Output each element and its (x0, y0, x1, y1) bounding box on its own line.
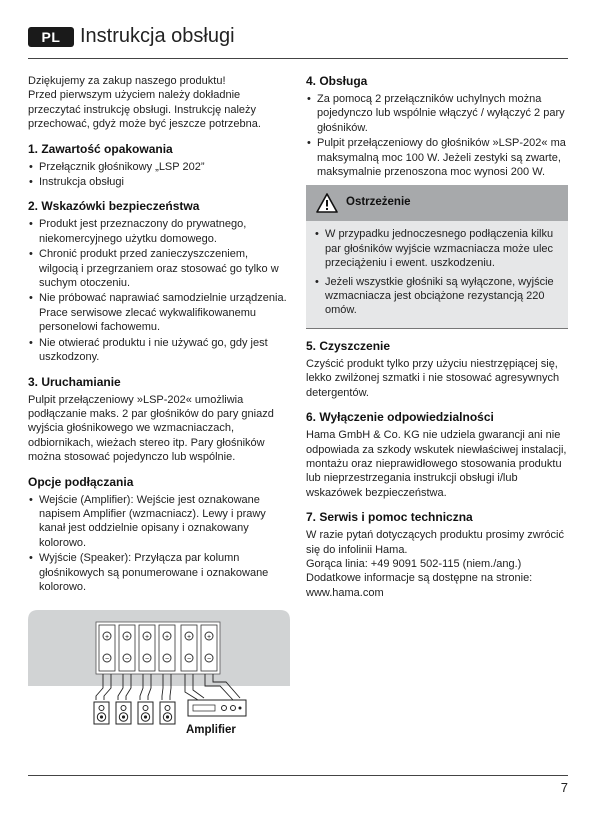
intro-read-manual: Przed pierwszym użyciem należy dokładnie przeczytać instrukcję obsługi. Instrukcję należy przechować, gdyż może być jeszcze potrzebna. (28, 89, 261, 131)
terminal-block (119, 625, 135, 671)
support-hotline: Gorąca linia: +49 9091 502-115 (niem./ang.) (306, 557, 522, 570)
section-title-operation: 4. Obsługa (306, 74, 368, 88)
svg-text:−: − (164, 656, 170, 663)
amplifier-label: Amplifier (186, 724, 236, 736)
bullet-dot: • (29, 176, 33, 189)
terminal-block (139, 625, 155, 671)
svg-text:−: − (124, 656, 130, 663)
amplifier-icon (188, 700, 246, 716)
terminal-block (99, 625, 115, 671)
support-website: Dodatkowe informacje są dostępne na stronie: www.hama.com (306, 572, 533, 599)
operation-list (306, 92, 568, 179)
speaker-icon (94, 702, 109, 724)
contents-list (28, 160, 290, 190)
warning-body (306, 221, 568, 328)
speaker-icon (160, 702, 175, 724)
bullet-dot: • (29, 160, 33, 173)
page-header (28, 25, 568, 57)
header-divider (28, 58, 568, 59)
bullet-dot: • (315, 275, 319, 288)
svg-text:−: − (186, 656, 192, 663)
list-item: • Wyjście (Speaker): Przyłącza par kolumn głośnikowych są ponumerowane i oznakowane kolorowo. (29, 552, 269, 593)
bullet-dot: • (29, 336, 33, 349)
svg-text:+: + (104, 634, 110, 641)
terminal-block (159, 625, 175, 671)
connections-list (28, 493, 290, 595)
bullet-dot: • (307, 137, 311, 150)
support-text: W razie pytań dotyczących produktu prosimy zwrócić się do infolinii Hama. (306, 529, 564, 556)
svg-text:+: + (206, 634, 212, 641)
language-badge: PL (28, 27, 74, 47)
terminal-block (201, 625, 217, 671)
bullet-dot: • (29, 292, 33, 305)
svg-text:+: + (164, 634, 170, 641)
speaker-row (94, 702, 175, 724)
cleaning-text: Czyścić produkt tylko przy użyciu niestrzępiącej się, lekko zwilżonej szmatki i nie stosować agresywnych detergentów. (306, 357, 560, 399)
list-item: • Nie próbować naprawiać samodzielnie urządzenia. Prace serwisowe zlecać wykwalifikowanemu personelowi fachowemu. (29, 292, 287, 334)
section-title-connections: Opcje podłączania (28, 474, 134, 489)
list-item: • Instrukcja obsługi (29, 176, 124, 189)
right-column (306, 74, 568, 606)
list-item: • Przełącznik głośnikowy „LSP 202” (29, 160, 205, 173)
svg-text:+: + (186, 634, 192, 641)
bullet-dot: • (307, 93, 311, 105)
section-title-startup: 3. Uruchamianie (28, 374, 121, 389)
section-title-cleaning: 5. Czyszczenie (306, 338, 391, 353)
list-item: • Nie otwierać produktu i nie używać go, gdy jest uszkodzony. (29, 336, 268, 364)
bullet-dot: • (29, 552, 33, 565)
list-item: • Wejście (Amplifier): Wejście jest oznakowane napisem Amplifier (wzmacniacz). Lewy i prawy kanał jest oddzielnie opisany i oznakowany kolorowo. (29, 493, 266, 549)
page-number: 7 (560, 780, 568, 795)
page-title: Instrukcja obsługi (80, 25, 235, 47)
warning-title: Ostrzeżenie (346, 196, 411, 209)
svg-text:−: − (206, 656, 212, 663)
section-title-disclaimer: 6. Wyłączenie odpowiedzialności (306, 410, 494, 425)
terminal-block (181, 625, 197, 671)
bullet-dot: • (29, 493, 33, 506)
terminal-strip (96, 622, 220, 674)
list-item: • Pulpit przełączeniowy do głośników »LSP-202« ma maksymalną moc 100 W. Jeżeli zestyki są zwarte, maksymalnie przenoszona moc wynosi 200 W. (307, 137, 566, 179)
bullet-dot: • (315, 228, 319, 241)
section-title-safety: 2. Wskazówki bezpieczeństwa (28, 199, 200, 214)
svg-text:+: + (124, 634, 130, 641)
intro-thanks: Dziękujemy za zakup naszego produktu! (28, 75, 226, 87)
list-item: • Jeżeli wszystkie głośniki są wyłączone, wyjście wzmacniacza jest obciążone rezystancją 220 omów. (315, 275, 554, 317)
warning-header (306, 185, 568, 221)
footer-divider (28, 775, 568, 776)
section-title-support: 7. Serwis i pomoc techniczna (306, 510, 473, 525)
speaker-icon (116, 702, 131, 724)
warning-list (314, 227, 560, 317)
svg-text:+: + (144, 634, 150, 641)
left-column (28, 74, 290, 595)
startup-text: Pulpit przełączeniowy »LSP-202« umożliwia podłączanie maks. 2 par głośników do pary gniazd wyjścia głośnikowego we wzmacniaczach, odbiornikach, wieżach stereo itp. Pary głośników można stosować pojedynczo lub wspólnie. (28, 393, 274, 464)
bullet-dot: • (29, 218, 33, 231)
list-item: • Produkt jest przeznaczony do prywatnego, niekomercyjnego użytku domowego. (29, 218, 247, 245)
svg-text:−: − (144, 656, 150, 663)
list-item: • Za pomocą 2 przełączników uchylnych można pojedynczo lub wspólnie włączyć / wyłączyć 2 pary głośników. (307, 93, 565, 134)
list-item: • W przypadku jednoczesnego podłączenia kilku par głośników wyjście wzmacniacza może ulec przeciążeniu i ewent. uszkodzeniu. (315, 228, 554, 270)
svg-text:−: − (104, 656, 110, 663)
safety-list (28, 217, 290, 364)
bullet-dot: • (29, 248, 33, 261)
section-title-contents: 1. Zawartość opakowania (28, 141, 173, 156)
warning-triangle-icon (316, 193, 338, 213)
speaker-icon (138, 702, 153, 724)
list-item: • Chronić produkt przed zanieczyszczeniem, wilgocią i przegrzaniem oraz stosować go tylko w suchym otoczeniu. (29, 248, 279, 290)
connection-diagram (28, 606, 290, 738)
disclaimer-text: Hama GmbH & Co. KG nie udziela gwarancji ani nie odpowiada za szkody wskutek niewłaściwej instalacji, montażu oraz nieprawidłowego stosowania produktu lub nieprzestrzegania instrukcji obsługi i/lub wskazówek bezpieczeństwa. (306, 429, 567, 499)
